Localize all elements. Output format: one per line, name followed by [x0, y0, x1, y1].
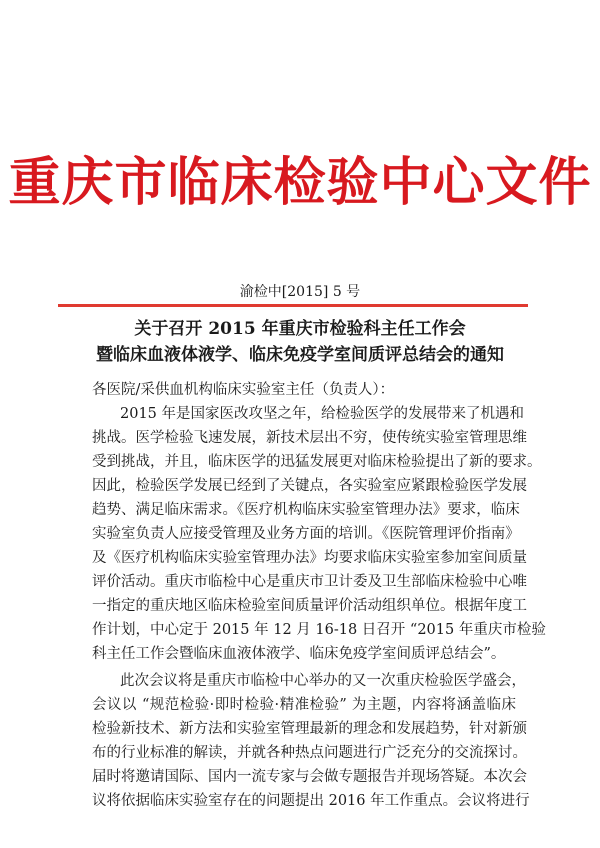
- body-line: 此次会议将是重庆市临检中心举办的又一次重庆检验医学盛会，: [120, 673, 526, 689]
- body-line: 布的行业标准的解读，并就各种热点问题进行广泛充分的交流探讨。: [92, 745, 527, 761]
- red-divider-rule: [58, 304, 528, 307]
- body-line: 一指定的重庆地区临床检验室间质量评价活动组织单位。根据年度工: [92, 598, 527, 614]
- body-line: 评价活动。重庆市临检中心是重庆市卫计委及卫生部临床检验中心唯: [92, 574, 527, 590]
- notice-title-line-1: 关于召开 2015 年重庆市检验科主任工作会: [134, 319, 466, 339]
- body-line: 受到挑战，并且，临床医学的迅猛发展更对临床检验提出了新的要求。: [92, 454, 542, 470]
- body-line: 会议以 “规范检验·即时检验·精准检验” 为主题，内容将涵盖临床: [92, 697, 516, 713]
- body-line: 检验新技术、新方法和实验室管理最新的理念和发展趋势，针对新颁: [92, 721, 527, 737]
- document-number: 渝检中[2015] 5 号: [239, 284, 361, 300]
- body-line: 议将依据临床实验室存在的问题提出 2016 年工作重点。会议将进行: [92, 793, 530, 809]
- body-line: 因此，检验医学发展已经到了关键点，各实验室应紧跟检验医学发展: [92, 478, 527, 494]
- body-line: 届时将邀请国际、国内一流专家与会做专题报告并现场答疑。本次会: [92, 769, 527, 785]
- body-line: 及《医疗机构临床实验室管理办法》均要求临床实验室参加室间质量: [92, 550, 527, 566]
- body-line: 挑战。医学检验飞速发展，新技术层出不穷，使传统实验室管理思维: [92, 430, 527, 446]
- body-line: 趋势、满足临床需求。《医疗机构临床实验室管理办法》要求，临床: [92, 502, 520, 518]
- body-line: 实验室负责人应接受管理及业务方面的培训。《医院管理评价指南》: [92, 526, 520, 542]
- notice-title-line-2: 暨临床血液体液学、临床免疫学室间质评总结会的通知: [96, 345, 504, 365]
- document-masthead: 重庆市临床检验中心文件: [8, 152, 592, 213]
- body-line: 2015 年是国家医改攻坚之年，给检验医学的发展带来了机遇和: [120, 406, 525, 422]
- salutation: 各医院/采供血机构临床实验室主任（负责人）：: [92, 382, 395, 398]
- body-line: 作计划，中心定于 2015 年 12 月 16-18 日召开 “2015 年重庆市检验: [92, 622, 546, 638]
- body-line: 科主任工作会暨临床血液体液学、临床免疫学室间质评总结会”。: [92, 646, 506, 662]
